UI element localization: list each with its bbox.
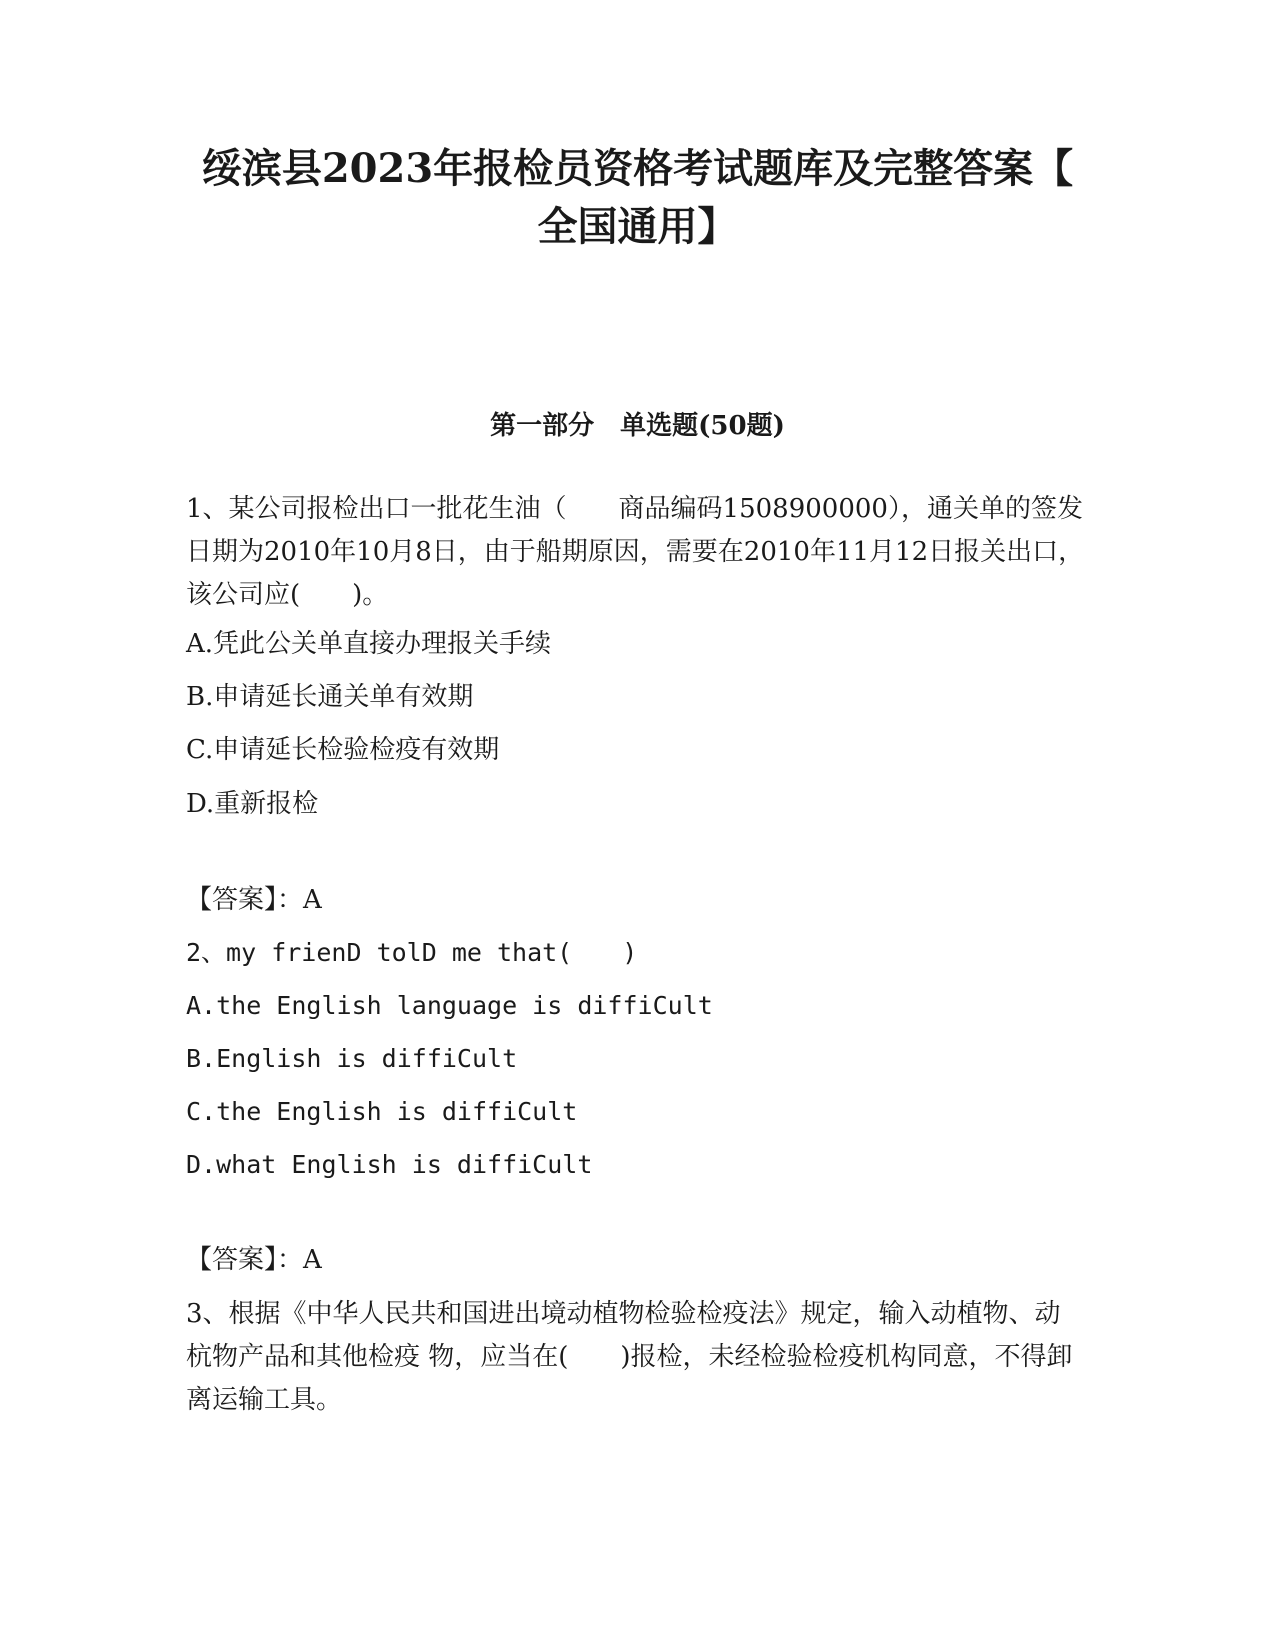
question-1-option-d: D.重新报检 — [186, 789, 319, 819]
question-1-text: 1、某公司报检出口一批花生油（ 商品编码1508900000），通关单的签发日期为2010年10月8日，由于船期原因，需要在2010年11月12日报关出口，该公司应( )。 — [186, 494, 1085, 610]
section-title: 第一部分 单选题(50题) — [490, 411, 785, 441]
question-1-option-c: C.申请延长检验检疫有效期 — [186, 735, 500, 765]
question-2-answer: 【答案】：A — [186, 1245, 322, 1275]
question-2-text: 2、my frienD tolD me that( ) — [186, 938, 638, 967]
question-1-answer: 【答案】：A — [186, 885, 322, 915]
question-2-option-a: A.the English language is diffiCult — [186, 991, 713, 1020]
document-title — [150, 140, 1125, 256]
question-2-option-b: B.English is diffiCult — [186, 1044, 518, 1073]
question-3-text: 3、根据《中华人民共和国进出境动植物检验检疫法》规定，输入动植物、动杭物产品和其他检疫 物，应当在( )报检，未经检验检疫机构同意，不得卸离运输工具。 — [186, 1299, 1073, 1415]
question-2-option-c: C.the English is diffiCult — [186, 1097, 578, 1126]
document-title-line1: 绥滨县2023年报检员资格考试题库及完整答案【 — [201, 145, 1074, 192]
question-1-option-a: A.凭此公关单直接办理报关手续 — [186, 629, 552, 659]
document-title-line2: 全国通用】 — [537, 203, 738, 250]
question-2-option-d: D.what English is diffiCult — [186, 1150, 593, 1179]
question-1-option-b: B.申请延长通关单有效期 — [186, 682, 474, 712]
